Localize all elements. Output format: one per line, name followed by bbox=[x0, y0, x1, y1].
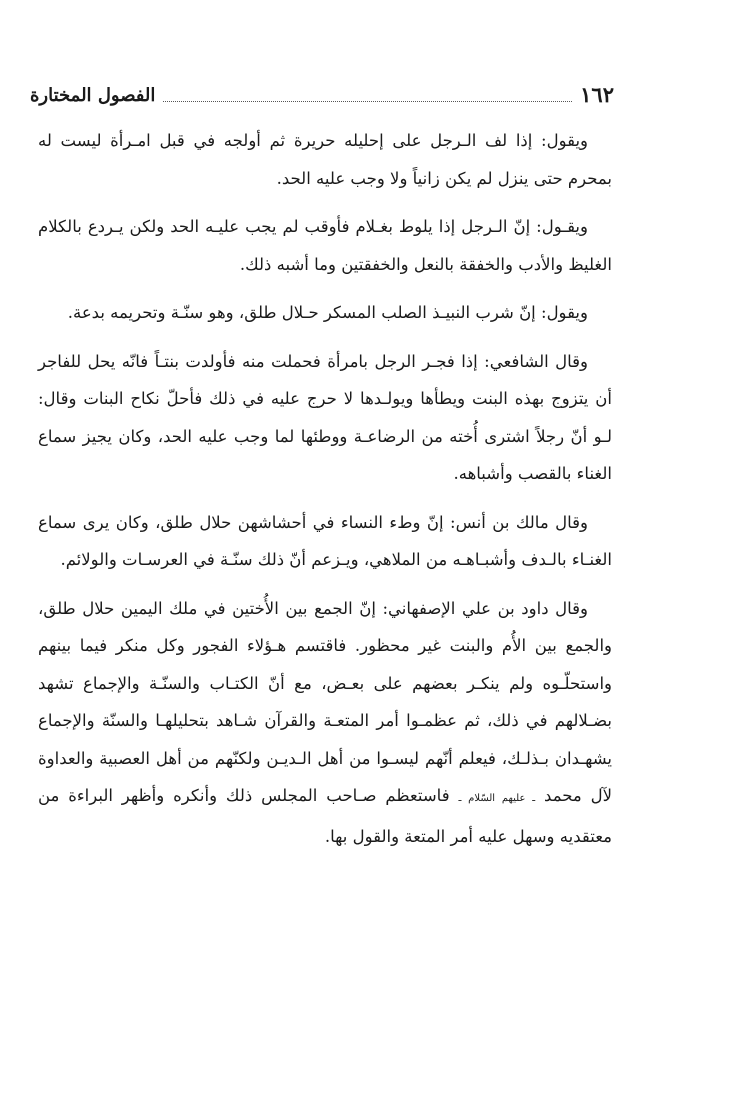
paragraph bbox=[38, 590, 612, 856]
header-dotted-rule bbox=[163, 100, 572, 102]
page-number: ١٦٢ bbox=[580, 82, 614, 107]
paragraph: ويقول: إذا لف الـرجل على إحليله حريرة ثم أولجه في قبل امـرأة ليست له بمحرم حتى ينزل لم يكن زانياً ولا وجب عليه الحد. bbox=[38, 131, 612, 188]
honorific-note: ـ عليهم السّلام ـ bbox=[458, 793, 536, 804]
body-text bbox=[38, 122, 612, 866]
page-header bbox=[30, 74, 614, 108]
paragraph: وقال مالك بن أنس: إنّ وطء النساء في أحشاشهن حلال طلق، وكان يرى سماع الغنـاء بالـدف وأشبـاهـه من الملاهي، ويـزعم أنّ ذلك سنّـة في العرسـات والولائم. bbox=[38, 512, 612, 569]
paragraph: ويقـول: إنّ الـرجل إذا يلوط بغـلام فأوقب لم يجب عليـه الحد ولكن يـردع بالكلام الغليظ والأدب والخفقة بالنعل والخفقتين وما أشبه ذلك. bbox=[38, 217, 612, 274]
running-title: الفصول المختارة bbox=[30, 85, 156, 106]
paragraph-text: وقال داود بن علي الإصفهاني: إنّ الجمع بين الأُختين في ملك اليمين حلال طلق، والجمع بين الأُم والبنت غير محظور. فاقتسم هـؤلاء الفجور وكل منكر فيما بينهم واستحلّـوه ولم ينكـر بعضهم على بعـض، مع أنّ الكتـاب والسنّـة والإجماع تشهد بضـلالهم في ذلك، ثم عظمـوا أمر المتعـة والقرآن شـاهد بتحليلهـا والسنّة والإجماع يشهـدان بـذلـك، فيعلم أنّهم ليسـوا من أهل الـديـن ولكنّهم من أهل العصبية والعداوة لآل محمد bbox=[38, 598, 612, 805]
paragraph-text: فاستعظم صـاحب المجلس ذلك وأنكره وأظهر البراءة من معتقديه وسهل عليه أمر المتعة والقول بها. bbox=[38, 786, 612, 846]
paragraph: وقال الشافعي: إذا فجـر الرجل بامرأة فحملت منه فأولدت بنتـاً فانّه يحل للفاجر أن يتزوج بهذه البنت ويطأها ويولـدها لا حرج عليه في ذلك فأحلّ نكاح البنات وقال: لـو أنّ رجلاً اشترى أُخته من الرضاعـة ووطئها لما وجب عليه الحد، وكان يجيز سماع الغناء بالقصب وأشباهه. bbox=[38, 351, 612, 483]
paragraph: ويقول: إنّ شرب النبيـذ الصلب المسكر حـلال طلق، وهو سنّـة وتحريمه بدعة. bbox=[67, 303, 588, 322]
